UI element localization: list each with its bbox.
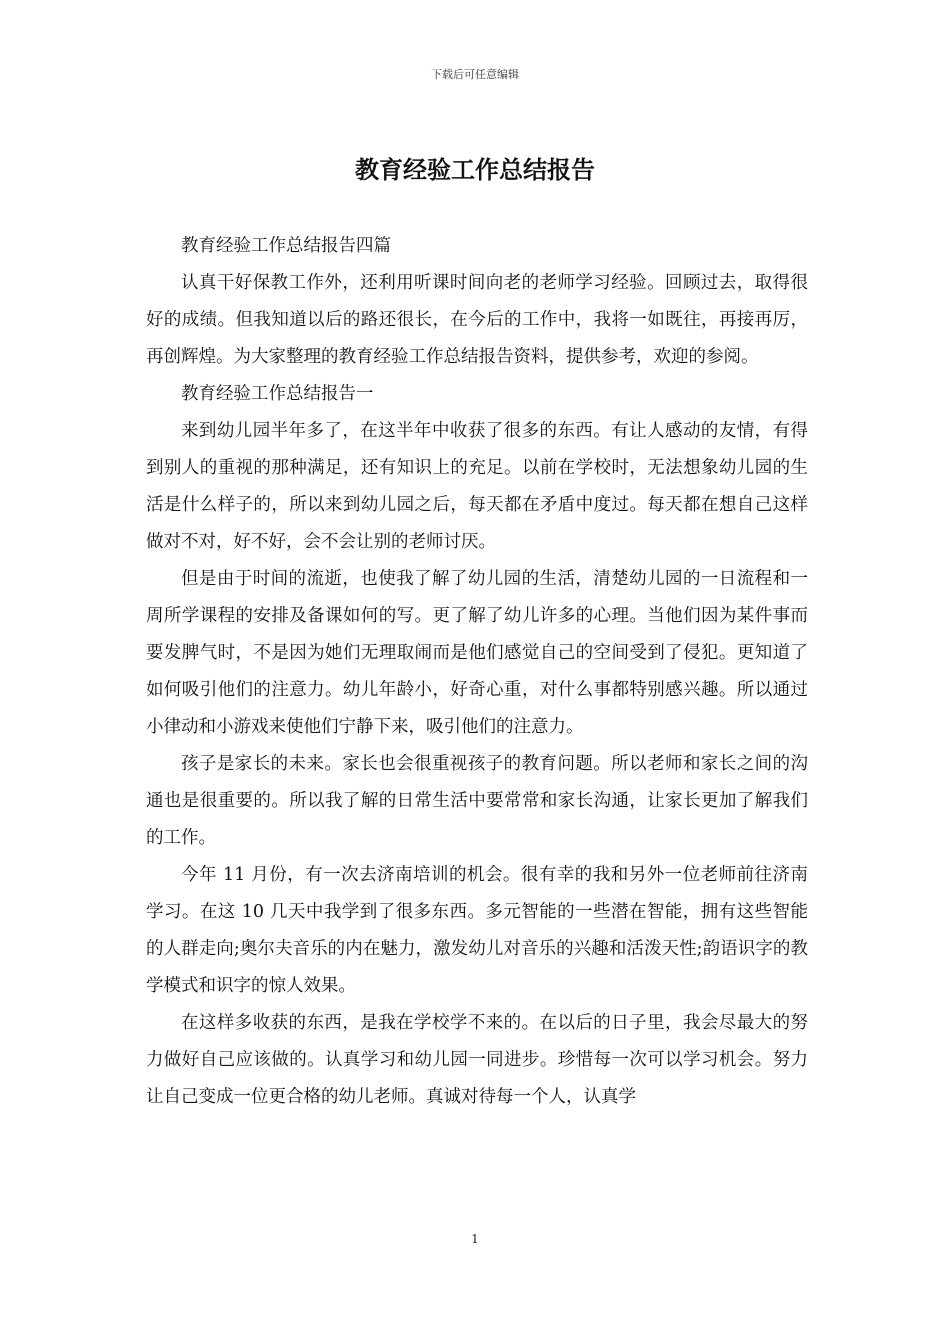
paragraph-section-heading: 教育经验工作总结报告一 bbox=[181, 384, 374, 404]
page-number: 1 bbox=[471, 1232, 479, 1246]
paragraph: 孩子是家长的未来。家长也会很重视孩子的教育问题。所以老师和家长之间的沟通也是很重要的。所以我了解的日常生活中要常常和家长沟通，让家长更加了解我们的工作。 bbox=[146, 754, 808, 848]
paragraph: 来到幼儿园半年多了，在这半年中收获了很多的东西。有让人感动的友情，有得到别人的重视的那种满足，还有知识上的充足。以前在学校时，无法想象幼儿园的生活是什么样子的，所以来到幼儿园之后，每天都在矛盾中度过。每天都在想自己这样做对不对，好不好，会不会让别的老师讨厌。 bbox=[146, 421, 808, 552]
paragraph: 今年 11 月份，有一次去济南培训的机会。很有幸的我和另外一位老师前往济南学习。在这 10 几天中我学到了很多东西。多元智能的一些潜在智能，拥有这些智能的人群走向;奥尔夫音乐的内在魅力，激发幼儿对音乐的兴趣和活泼天性;韵语识字的教学模式和识字的惊人效果。 bbox=[146, 865, 808, 996]
document-body bbox=[146, 228, 808, 1116]
paragraph-intro: 认真干好保教工作外，还利用听课时间向老的老师学习经验。回顾过去，取得很好的成绩。但我知道以后的路还很长，在今后的工作中，我将一如既往，再接再厉，再创辉煌。为大家整理的教育经验工作总结报告资料，提供参考，欢迎的参阅。 bbox=[146, 273, 808, 367]
paragraph: 但是由于时间的流逝，也使我了解了幼儿园的生活，清楚幼儿园的一日流程和一周所学课程的安排及备课如何的写。更了解了幼儿许多的心理。当他们因为某件事而要发脾气时，不是因为她们无理取闹而是他们感觉自己的空间受到了侵犯。更知道了如何吸引他们的注意力。幼儿年龄小，好奇心重，对什么事都特别感兴趣。所以通过小律动和小游戏来使他们宁静下来，吸引他们的注意力。 bbox=[146, 569, 808, 737]
document-title: 教育经验工作总结报告 bbox=[355, 155, 595, 184]
header-note: 下载后可任意编辑 bbox=[431, 68, 519, 81]
paragraph-subtitle: 教育经验工作总结报告四篇 bbox=[181, 236, 391, 256]
paragraph: 在这样多收获的东西，是我在学校学不来的。在以后的日子里，我会尽最大的努力做好自己应该做的。认真学习和幼儿园一同进步。珍惜每一次可以学习机会。努力让自己变成一位更合格的幼儿老师。真诚对待每一个人，认真学 bbox=[146, 1013, 808, 1107]
